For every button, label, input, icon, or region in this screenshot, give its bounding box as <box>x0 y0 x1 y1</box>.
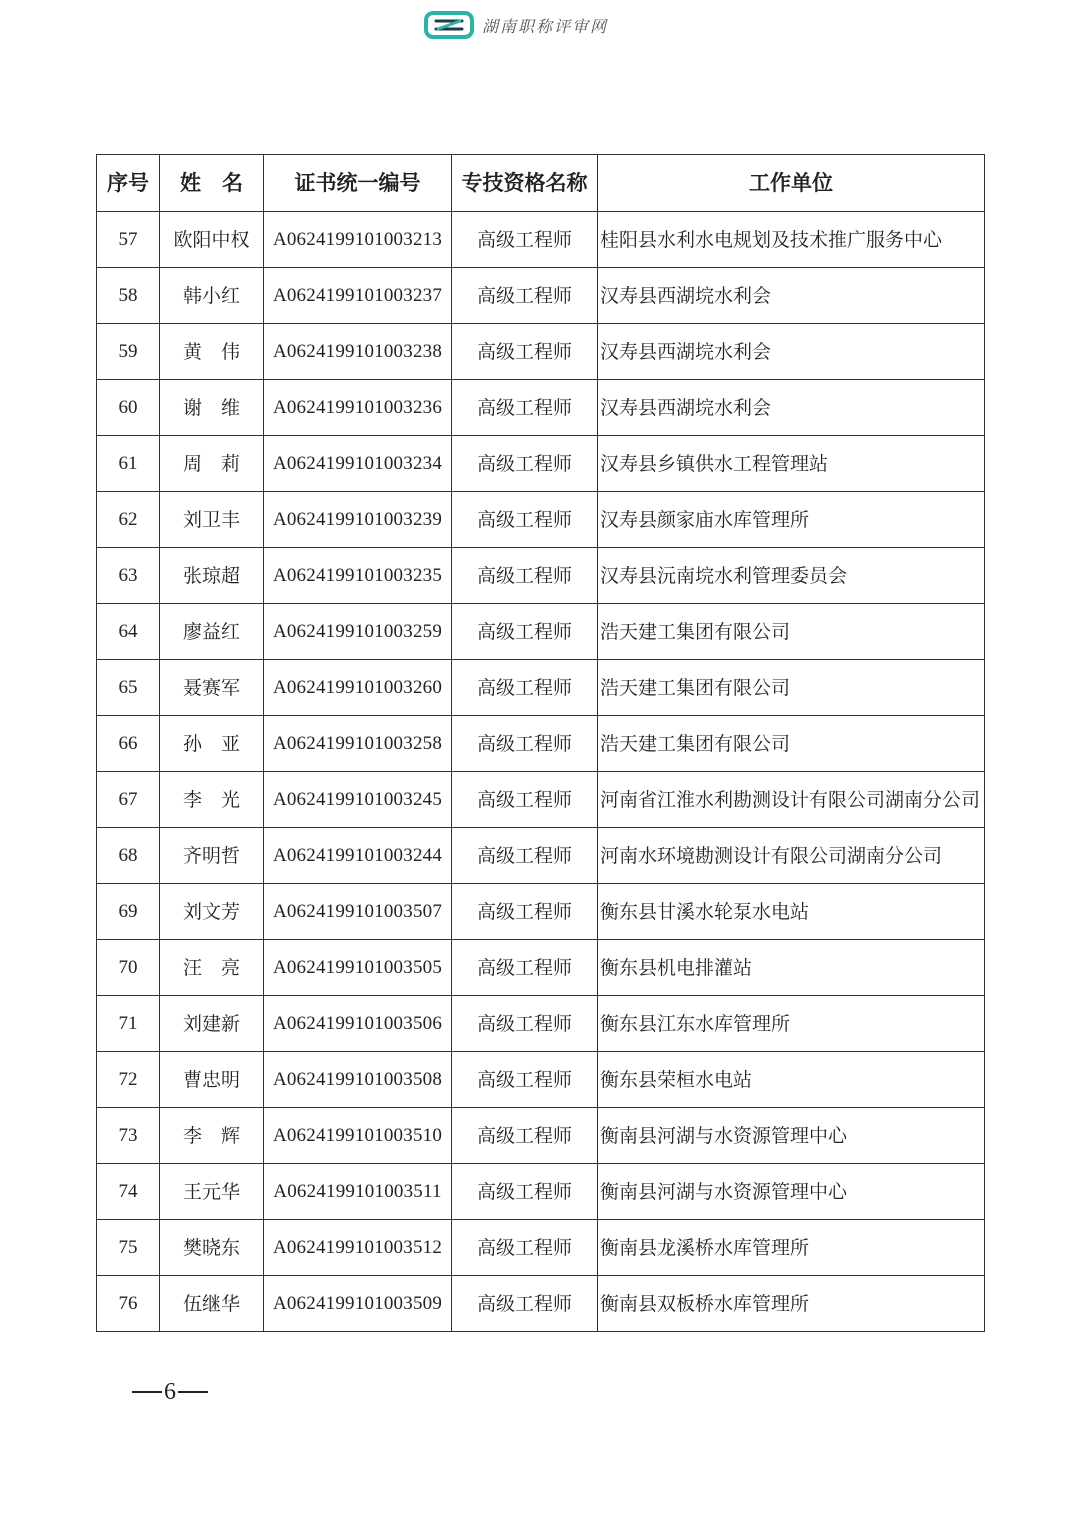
cell-name: 李 光 <box>160 772 264 828</box>
table-row <box>97 380 985 436</box>
page-number <box>130 1378 210 1406</box>
cell-name: 刘建新 <box>160 996 264 1052</box>
cell-name: 伍继华 <box>160 1276 264 1332</box>
table-row <box>97 996 985 1052</box>
cell-serial: 76 <box>97 1276 160 1332</box>
table-row <box>97 1108 985 1164</box>
table-row <box>97 604 985 660</box>
cell-name: 黄 伟 <box>160 324 264 380</box>
cell-name: 刘文芳 <box>160 884 264 940</box>
cell-certificate: A0624199101003239 <box>264 492 452 548</box>
cell-work-unit: 桂阳县水利水电规划及技术推广服务中心 <box>598 212 985 268</box>
table-row <box>97 212 985 268</box>
table-row <box>97 1276 985 1332</box>
site-watermark <box>424 8 608 42</box>
cell-work-unit: 衡南县河湖与水资源管理中心 <box>598 1108 985 1164</box>
cell-name: 刘卫丰 <box>160 492 264 548</box>
cell-name: 孙 亚 <box>160 716 264 772</box>
cell-qualification: 高级工程师 <box>452 268 598 324</box>
cell-certificate: A0624199101003238 <box>264 324 452 380</box>
table-row <box>97 1052 985 1108</box>
cell-certificate: A0624199101003506 <box>264 996 452 1052</box>
cell-qualification: 高级工程师 <box>452 380 598 436</box>
header-serial: 序号 <box>97 155 160 212</box>
cell-qualification: 高级工程师 <box>452 1164 598 1220</box>
table-body <box>97 212 985 1332</box>
cell-serial: 57 <box>97 212 160 268</box>
cell-serial: 59 <box>97 324 160 380</box>
cell-serial: 63 <box>97 548 160 604</box>
table-row <box>97 436 985 492</box>
table-row <box>97 492 985 548</box>
cell-qualification: 高级工程师 <box>452 716 598 772</box>
cell-serial: 71 <box>97 996 160 1052</box>
cell-certificate: A0624199101003237 <box>264 268 452 324</box>
qualification-table <box>96 154 985 1332</box>
cell-certificate: A0624199101003259 <box>264 604 452 660</box>
cell-serial: 69 <box>97 884 160 940</box>
cell-work-unit: 衡东县江东水库管理所 <box>598 996 985 1052</box>
cell-serial: 67 <box>97 772 160 828</box>
cell-name: 谢 维 <box>160 380 264 436</box>
cell-certificate: A0624199101003511 <box>264 1164 452 1220</box>
cell-serial: 73 <box>97 1108 160 1164</box>
cell-work-unit: 衡东县荣桓水电站 <box>598 1052 985 1108</box>
cell-certificate: A0624199101003236 <box>264 380 452 436</box>
cell-serial: 61 <box>97 436 160 492</box>
cell-name: 王元华 <box>160 1164 264 1220</box>
cell-work-unit: 汉寿县沅南垸水利管理委员会 <box>598 548 985 604</box>
cell-work-unit: 衡东县机电排灌站 <box>598 940 985 996</box>
cell-certificate: A0624199101003508 <box>264 1052 452 1108</box>
cell-name: 廖益红 <box>160 604 264 660</box>
cell-certificate: A0624199101003258 <box>264 716 452 772</box>
table-row <box>97 268 985 324</box>
table-row <box>97 828 985 884</box>
cell-qualification: 高级工程师 <box>452 492 598 548</box>
cell-serial: 62 <box>97 492 160 548</box>
cell-name: 齐明哲 <box>160 828 264 884</box>
site-logo-icon <box>424 10 474 40</box>
cell-certificate: A0624199101003234 <box>264 436 452 492</box>
cell-serial: 70 <box>97 940 160 996</box>
header-work-unit: 工作单位 <box>598 155 985 212</box>
cell-certificate: A0624199101003260 <box>264 660 452 716</box>
cell-certificate: A0624199101003509 <box>264 1276 452 1332</box>
cell-name: 韩小红 <box>160 268 264 324</box>
cell-serial: 65 <box>97 660 160 716</box>
table-row <box>97 940 985 996</box>
cell-serial: 58 <box>97 268 160 324</box>
table-row <box>97 772 985 828</box>
cell-name: 曹忠明 <box>160 1052 264 1108</box>
table-row <box>97 324 985 380</box>
cell-qualification: 高级工程师 <box>452 548 598 604</box>
cell-work-unit: 汉寿县颜家庙水库管理所 <box>598 492 985 548</box>
cell-qualification: 高级工程师 <box>452 1108 598 1164</box>
cell-qualification: 高级工程师 <box>452 1052 598 1108</box>
cell-qualification: 高级工程师 <box>452 436 598 492</box>
cell-name: 汪 亮 <box>160 940 264 996</box>
cell-serial: 66 <box>97 716 160 772</box>
cell-qualification: 高级工程师 <box>452 828 598 884</box>
watermark-text: 湖南职称评审网 <box>482 16 609 36</box>
cell-qualification: 高级工程师 <box>452 884 598 940</box>
cell-work-unit: 浩天建工集团有限公司 <box>598 716 985 772</box>
cell-name: 李 辉 <box>160 1108 264 1164</box>
cell-certificate: A0624199101003512 <box>264 1220 452 1276</box>
cell-certificate: A0624199101003245 <box>264 772 452 828</box>
cell-work-unit: 浩天建工集团有限公司 <box>598 604 985 660</box>
cell-certificate: A0624199101003235 <box>264 548 452 604</box>
cell-work-unit: 衡东县甘溪水轮泵水电站 <box>598 884 985 940</box>
table-row <box>97 884 985 940</box>
cell-work-unit: 汉寿县乡镇供水工程管理站 <box>598 436 985 492</box>
cell-serial: 60 <box>97 380 160 436</box>
cell-certificate: A0624199101003213 <box>264 212 452 268</box>
cell-certificate: A0624199101003510 <box>264 1108 452 1164</box>
table-header-row <box>97 155 985 212</box>
header-qualification: 专技资格名称 <box>452 155 598 212</box>
cell-name: 樊晓东 <box>160 1220 264 1276</box>
cell-serial: 64 <box>97 604 160 660</box>
cell-work-unit: 汉寿县西湖垸水利会 <box>598 324 985 380</box>
cell-qualification: 高级工程师 <box>452 996 598 1052</box>
cell-work-unit: 衡南县河湖与水资源管理中心 <box>598 1164 985 1220</box>
cell-serial: 68 <box>97 828 160 884</box>
cell-certificate: A0624199101003507 <box>264 884 452 940</box>
page-number-value: 6 <box>164 1378 176 1405</box>
cell-qualification: 高级工程师 <box>452 772 598 828</box>
cell-name: 张琼超 <box>160 548 264 604</box>
cell-qualification: 高级工程师 <box>452 940 598 996</box>
header-certificate: 证书统一编号 <box>264 155 452 212</box>
cell-qualification: 高级工程师 <box>452 212 598 268</box>
cell-certificate: A0624199101003505 <box>264 940 452 996</box>
cell-qualification: 高级工程师 <box>452 324 598 380</box>
cell-name: 欧阳中权 <box>160 212 264 268</box>
cell-work-unit: 衡南县龙溪桥水库管理所 <box>598 1220 985 1276</box>
cell-serial: 74 <box>97 1164 160 1220</box>
cell-work-unit: 浩天建工集团有限公司 <box>598 660 985 716</box>
cell-qualification: 高级工程师 <box>452 1276 598 1332</box>
table-row <box>97 1164 985 1220</box>
cell-serial: 75 <box>97 1220 160 1276</box>
cell-work-unit: 汉寿县西湖垸水利会 <box>598 268 985 324</box>
cell-work-unit: 河南省江淮水利勘测设计有限公司湖南分公司 <box>598 772 985 828</box>
header-name: 姓 名 <box>160 155 264 212</box>
table-row <box>97 660 985 716</box>
page-dash-right <box>178 1391 208 1393</box>
cell-work-unit: 衡南县双板桥水库管理所 <box>598 1276 985 1332</box>
cell-work-unit: 汉寿县西湖垸水利会 <box>598 380 985 436</box>
cell-qualification: 高级工程师 <box>452 1220 598 1276</box>
cell-qualification: 高级工程师 <box>452 660 598 716</box>
cell-work-unit: 河南水环境勘测设计有限公司湖南分公司 <box>598 828 985 884</box>
cell-certificate: A0624199101003244 <box>264 828 452 884</box>
cell-serial: 72 <box>97 1052 160 1108</box>
cell-name: 聂赛军 <box>160 660 264 716</box>
table-row <box>97 1220 985 1276</box>
cell-name: 周 莉 <box>160 436 264 492</box>
table-row <box>97 716 985 772</box>
cell-qualification: 高级工程师 <box>452 604 598 660</box>
page-dash-left <box>132 1391 162 1393</box>
table-row <box>97 548 985 604</box>
